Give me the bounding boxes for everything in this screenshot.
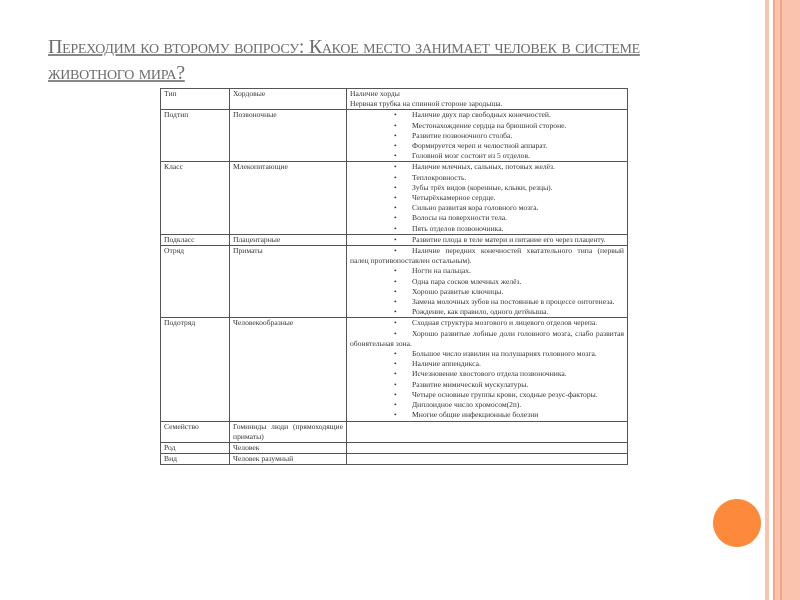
feature-text: Многие общие инфекционные болезни (412, 410, 539, 420)
feature-text: Сильно развитая кора головного мозга. (412, 203, 539, 213)
feature-text: Развитие мимической мускулатуры. (412, 379, 529, 389)
decor-stripe-thin (765, 0, 769, 600)
feature-item (350, 318, 624, 328)
taxon-cell: Человек разумный (230, 454, 347, 465)
features-cell (347, 110, 628, 162)
feature-item (350, 224, 624, 234)
taxon-cell: Приматы (230, 246, 347, 318)
rank-cell: Подтип (161, 110, 230, 162)
feature-item (350, 297, 624, 307)
feature-text: Хорошо развитые ключицы. (412, 286, 504, 296)
feature-text: Развитие плода в теле матери и питание его через плаценту. (412, 234, 606, 244)
decor-stripe-band (773, 0, 800, 600)
feature-item (350, 173, 624, 183)
bullet-icon: • (394, 410, 397, 420)
table-row (161, 318, 628, 421)
rank-cell: Тип (161, 89, 230, 110)
feature-item (350, 400, 624, 410)
bullet-icon: • (394, 172, 397, 182)
feature-item (350, 235, 624, 245)
feature-item (350, 131, 624, 141)
feature-item (350, 246, 624, 266)
table-row (161, 162, 628, 234)
bullet-icon: • (394, 193, 397, 203)
feature-item (350, 359, 624, 369)
bullet-icon: • (394, 141, 397, 151)
bullet-icon: • (394, 359, 397, 369)
feature-item (350, 287, 624, 297)
feature-text: Наличие аппендикса. (412, 359, 481, 369)
bullet-icon: • (394, 379, 397, 389)
bullet-icon: • (394, 400, 397, 410)
features-cell (347, 89, 628, 110)
table-row (161, 442, 628, 453)
feature-line: Наличие хорды (350, 89, 400, 98)
feature-item (350, 110, 624, 120)
feature-text: Хорошо развитые лобные доли головного мозга, слабо развитая обонятельная зона. (350, 328, 624, 348)
bullet-icon: • (394, 349, 397, 359)
bullet-icon: • (394, 130, 397, 140)
feature-line: Нервная трубка на спинной стороне зародыша. (350, 99, 503, 109)
feature-text: Теплокровность. (412, 172, 467, 182)
feature-text: Диплоидное число хромосом(2n). (412, 400, 522, 410)
taxon-cell: Гоминиды люди (прямоходящие приматы) (230, 421, 347, 442)
rank-cell: Подотряд (161, 318, 230, 421)
feature-text: Наличие передних конечностей хватательного типа (первый палец противопоставлен остальным). (350, 246, 624, 266)
feature-item (350, 183, 624, 193)
features-cell (347, 318, 628, 421)
feature-item (350, 266, 624, 276)
feature-text: Наличие двух пар свободных конечностей. (412, 110, 551, 120)
rank-cell: Отряд (161, 246, 230, 318)
taxon-cell: Человекообразные (230, 318, 347, 421)
rank-cell: Вид (161, 454, 230, 465)
feature-text: Рождение, как правило, одного детёныша. (412, 307, 549, 317)
feature-item (350, 193, 624, 203)
bullet-icon: • (394, 203, 397, 213)
features-cell (347, 442, 628, 453)
feature-item (350, 121, 624, 131)
bullet-icon: • (394, 307, 397, 317)
features-cell (347, 234, 628, 245)
bullet-icon: • (394, 234, 397, 244)
bullet-icon: • (394, 223, 397, 233)
feature-item (350, 277, 624, 287)
feature-text: Большое число извилин на полушариях головного мозга. (412, 349, 597, 359)
bullet-icon: • (394, 266, 397, 276)
features-cell (347, 246, 628, 318)
taxon-cell: Млекопитающие (230, 162, 347, 234)
rank-cell: Подкласс (161, 234, 230, 245)
feature-text: Замена молочных зубов на постоянные в процессе онтогенеза. (412, 297, 615, 307)
bullet-icon: • (394, 110, 397, 120)
feature-item (350, 307, 624, 317)
bullet-icon: • (394, 162, 397, 172)
feature-item (350, 151, 624, 161)
features-cell (347, 454, 628, 465)
bullet-icon: • (394, 389, 397, 399)
feature-text: Одна пара сосков млечных желёз. (412, 276, 522, 286)
decor-circle (713, 499, 761, 547)
rank-cell: Класс (161, 162, 230, 234)
bullet-icon: • (394, 328, 397, 338)
bullet-icon: • (394, 151, 397, 161)
rank-cell: Род (161, 442, 230, 453)
feature-item (350, 141, 624, 151)
feature-item (350, 410, 624, 420)
classification-table (160, 88, 628, 465)
feature-text: Четыре основные группы крови, сходные резус-факторы. (412, 389, 598, 399)
feature-text: Четырёхкамерное сердце. (412, 193, 496, 203)
feature-item (350, 369, 624, 379)
slide-title: Переходим ко второму вопросу: Какое место занимает человек в системе животного мира? (48, 36, 640, 84)
feature-item (350, 203, 624, 213)
taxon-cell: Человек (230, 442, 347, 453)
feature-text: Пять отделов позвоночника. (412, 223, 504, 233)
taxon-cell: Хордовые (230, 89, 347, 110)
table-row (161, 246, 628, 318)
bullet-icon: • (394, 246, 397, 256)
feature-text: Наличие млечных, сальных, потовых желёз. (412, 162, 555, 172)
feature-item (350, 380, 624, 390)
feature-item (350, 390, 624, 400)
bullet-icon: • (394, 318, 397, 328)
feature-text: Местонахождение сердца на брюшной стороне. (412, 120, 567, 130)
table-row (161, 110, 628, 162)
decor-stripe-line (780, 0, 782, 600)
taxon-cell: Плацентарные (230, 234, 347, 245)
table-row (161, 89, 628, 110)
feature-text: Развитие позвоночного столба. (412, 130, 513, 140)
rank-cell: Семейство (161, 421, 230, 442)
table-row (161, 234, 628, 245)
feature-item (350, 349, 624, 359)
feature-item (350, 213, 624, 223)
features-cell (347, 421, 628, 442)
bullet-icon: • (394, 120, 397, 130)
table-row (161, 421, 628, 442)
bullet-icon: • (394, 286, 397, 296)
feature-text: Зубы трёх видов (коренные, клыки, резцы). (412, 182, 553, 192)
feature-item (350, 329, 624, 349)
bullet-icon: • (394, 182, 397, 192)
feature-item (350, 162, 624, 172)
bullet-icon: • (394, 276, 397, 286)
feature-text: Ногти на пальцах. (412, 266, 471, 276)
feature-text: Исчезновение хвостового отдела позвоночника. (412, 369, 567, 379)
feature-text: Сходная структура мозгового и лицевого отделов черепа. (412, 318, 598, 328)
feature-text: Волосы на поверхности тела. (412, 213, 508, 223)
bullet-icon: • (394, 369, 397, 379)
bullet-icon: • (394, 213, 397, 223)
feature-text: Головной мозг состоит из 5 отделов. (412, 151, 530, 161)
features-cell (347, 162, 628, 234)
feature-text: Формируется череп и челюстной аппарат. (412, 141, 548, 151)
bullet-icon: • (394, 297, 397, 307)
taxon-cell: Позвоночные (230, 110, 347, 162)
table-row (161, 454, 628, 465)
